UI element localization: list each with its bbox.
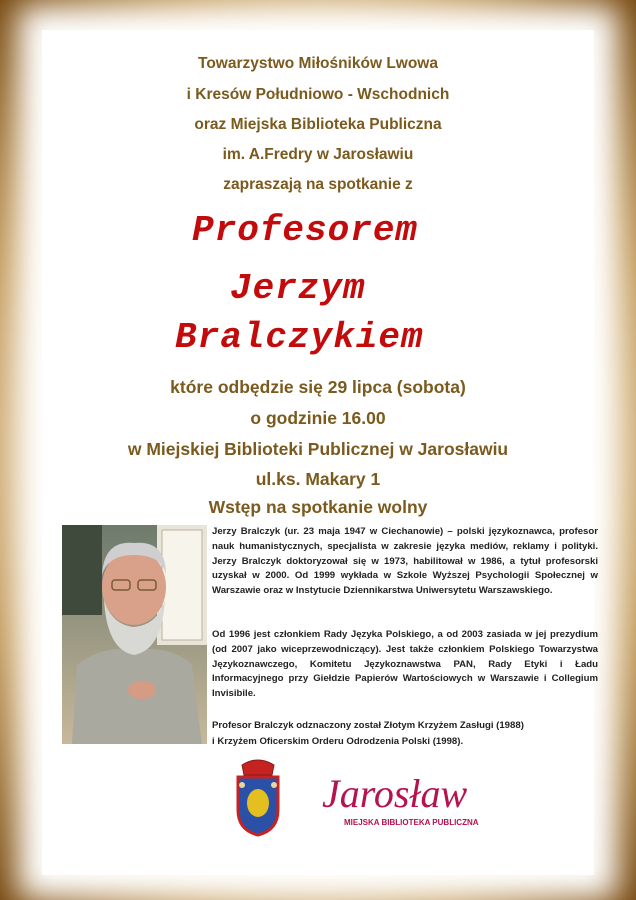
- event-address: ul.ks. Makary 1: [255, 469, 381, 489]
- event-entry: Wstęp na spotkanie wolny: [208, 497, 428, 517]
- coat-of-arms-icon: [232, 755, 284, 837]
- organizer-line-4: im. A.Fredry w Jarosławiu: [222, 146, 414, 163]
- bio-paragraph-3: Profesor Bralczyk odznaczony został Złotym Krzyżem Zasługi (1988): [212, 720, 524, 731]
- guest-last-name: Bralczykiem: [175, 317, 424, 358]
- event-venue: w Miejskiej Biblioteki Publicznej w Jarosławiu: [127, 439, 509, 459]
- organizer-line-2: i Kresów Południowo - Wschodnich: [186, 86, 450, 103]
- guest-title: Profesorem: [192, 210, 419, 251]
- organizer-line-3: oraz Miejska Biblioteka Publiczna: [194, 116, 442, 133]
- bio-paragraph-2: Od 1996 jest członkiem Rady Języka Polskiego, a od 2003 zasiada w jej prezydium (od 2007 jako wiceprzewodniczący). Jest także członkiem Polskiego Towarzystwa Językoznawczego, Komitetu Językoznawstwa PAN, Rady Etyki i Ładu Informacyjnego przy Giełdzie Papierów Wartościowych w Warszawie i Collegium Invisibile.: [212, 629, 598, 700]
- guest-photo: [62, 525, 207, 744]
- logo-subtitle: MIEJSKA BIBLIOTEKA PUBLICZNA: [344, 818, 479, 827]
- organizer-line-1: Towarzystwo Miłośników Lwowa: [198, 55, 438, 72]
- bio-paragraph-4: i Krzyżem Oficerskim Orderu Odrodzenia Polski (1998).: [212, 736, 464, 747]
- logo-name: Jarosław: [322, 771, 468, 816]
- invitation-line: zapraszają na spotkanie z: [223, 176, 413, 193]
- guest-first-name: Jerzym: [230, 268, 366, 309]
- event-time: o godzinie 16.00: [250, 408, 386, 428]
- bio-paragraph-1: Jerzy Bralczyk (ur. 23 maja 1947 w Ciechanowie) – polski językoznawca, profesor nauk humanistycznych, specjalista w zakresie języka mediów, reklamy i polityki. Jerzy Bralczyk doktoryzował się w 1973, habilitował w 1986, a tytuł profesorski uzyskał w 2000. Od 1999 wykłada w Szkole Wyższej Psychologii Społecznej w Warszawie oraz w Instytucie Dziennikarstwa Uniwersytetu Warszawskiego.: [212, 526, 598, 597]
- event-date: które odbędzie się 29 lipca (sobota): [170, 377, 466, 397]
- library-logo: [302, 765, 502, 835]
